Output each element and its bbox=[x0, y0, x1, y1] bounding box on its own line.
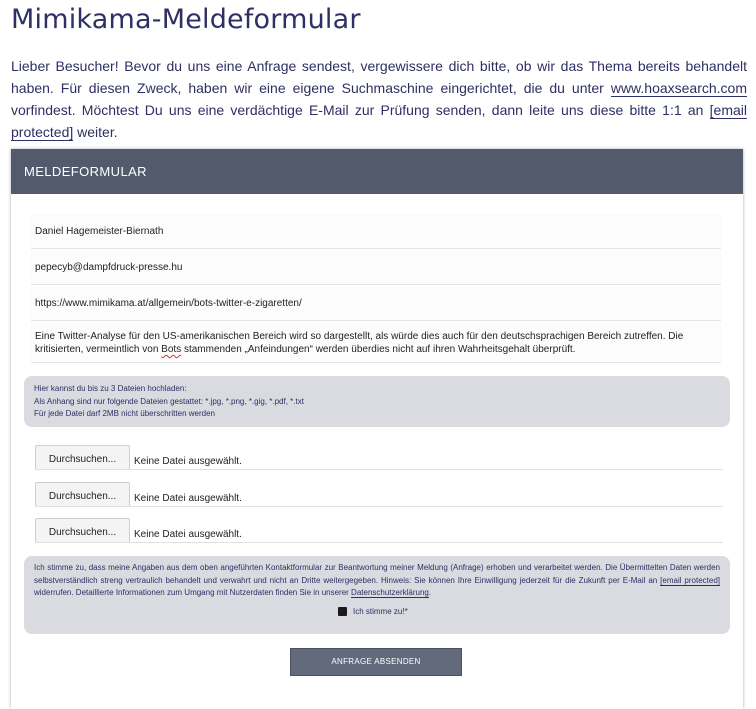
upload-info-line: Hier kannst du bis zu 3 Dateien hochladen: bbox=[34, 384, 187, 393]
name-field[interactable] bbox=[31, 214, 721, 249]
page-title: Mimikama-Meldeformular bbox=[11, 4, 361, 35]
upload-info-box bbox=[24, 376, 730, 427]
consent-text-part: widerrufen. Detaillierte Informationen zum Umgang mit Nutzerdaten finden Sie in unserer bbox=[34, 588, 352, 597]
misspelled-word: Bots bbox=[161, 344, 182, 355]
file-input-3 bbox=[35, 518, 723, 543]
intro-text-part: weiter. bbox=[73, 124, 118, 140]
url-value: https://www.mimikama.at/allgemein/bots-twitter-e-zigaretten/ bbox=[35, 298, 302, 309]
message-text-part: Eine Twitter-Analyse für den US-amerikanischen Bereich wird so dargestellt, als würde dies auch für den deutschsprachigen Bereich zutreffen. Die kritisierten, vermeintlich von bbox=[35, 331, 684, 355]
message-value bbox=[35, 330, 717, 356]
browse-button-1[interactable]: Durchsuchen... bbox=[35, 445, 130, 469]
email-field[interactable] bbox=[31, 251, 721, 285]
consent-box bbox=[24, 556, 730, 634]
file-input-2 bbox=[35, 482, 723, 507]
consent-checkbox-row bbox=[338, 607, 408, 616]
upload-info-line: Für jede Datei darf 2MB nicht überschritten werden bbox=[34, 409, 215, 418]
message-text-part: stammenden „Anfeindungen“ werden überdies nicht auf ihren Wahrheitsgehalt überprüft. bbox=[181, 344, 576, 355]
consent-email-link[interactable]: [email protected] bbox=[660, 575, 721, 585]
consent-text-part: . bbox=[428, 588, 432, 597]
email-value: pepecyb@dampfdruck-presse.hu bbox=[35, 262, 183, 273]
browse-button-3[interactable]: Durchsuchen... bbox=[35, 518, 130, 542]
message-textarea[interactable] bbox=[31, 323, 721, 363]
privacy-policy-link[interactable]: Datenschutzerklärung bbox=[351, 588, 429, 597]
consent-checkbox[interactable] bbox=[338, 607, 347, 616]
file-status-3: Keine Datei ausgewählt. bbox=[134, 529, 242, 540]
url-field[interactable] bbox=[31, 287, 721, 321]
file-status-2: Keine Datei ausgewählt. bbox=[134, 493, 242, 504]
file-status-1: Keine Datei ausgewählt. bbox=[134, 456, 242, 467]
submit-button[interactable]: ANFRAGE ABSENDEN bbox=[290, 648, 462, 676]
hoaxsearch-link[interactable]: www.hoaxsearch.com bbox=[610, 80, 747, 96]
consent-checkbox-label: Ich stimme zu!* bbox=[353, 607, 408, 616]
intro-text-part: vorfindest. Möchtest Du uns eine verdächtige E-Mail zur Prüfung senden, dann leite uns diese bitte 1:1 an bbox=[11, 102, 710, 118]
upload-info-line: Als Anhang sind nur folgende Dateien gestattet: *.jpg, *.png, *.gig, *.pdf, *.txt bbox=[34, 396, 304, 406]
form-header: MELDEFORMULAR bbox=[11, 149, 743, 194]
name-value: Daniel Hagemeister-Biernath bbox=[35, 225, 164, 237]
report-form-card bbox=[11, 149, 743, 709]
report-email-link[interactable]: [email protected] bbox=[11, 102, 747, 140]
intro-text-part: Lieber Besucher! Bevor du uns eine Anfrage sendest, vergewissere dich bitte, ob wir das Thema bereits behandelt haben. Für diesen Zweck, haben wir eine eigene Suchmaschine eingerichtet, die du unter bbox=[11, 58, 747, 96]
browse-button-2[interactable]: Durchsuchen... bbox=[35, 482, 130, 506]
intro-text bbox=[11, 55, 747, 143]
file-input-1 bbox=[35, 445, 723, 470]
consent-text-part: Ich stimme zu, dass meine Angaben aus dem oben angeführten Kontaktformular zur Beantwortung meiner Meldung (Anfrage) erhoben und verarbeitet werden. Die Übermittelten Daten werden selbstverständlich streng vertraulich behandelt und verwahrt und nicht an Dritte weitergegeben. Hinweis: Sie können Ihre Einwilligung jederzeit für die Zukunft per E-Mail an bbox=[34, 563, 720, 585]
